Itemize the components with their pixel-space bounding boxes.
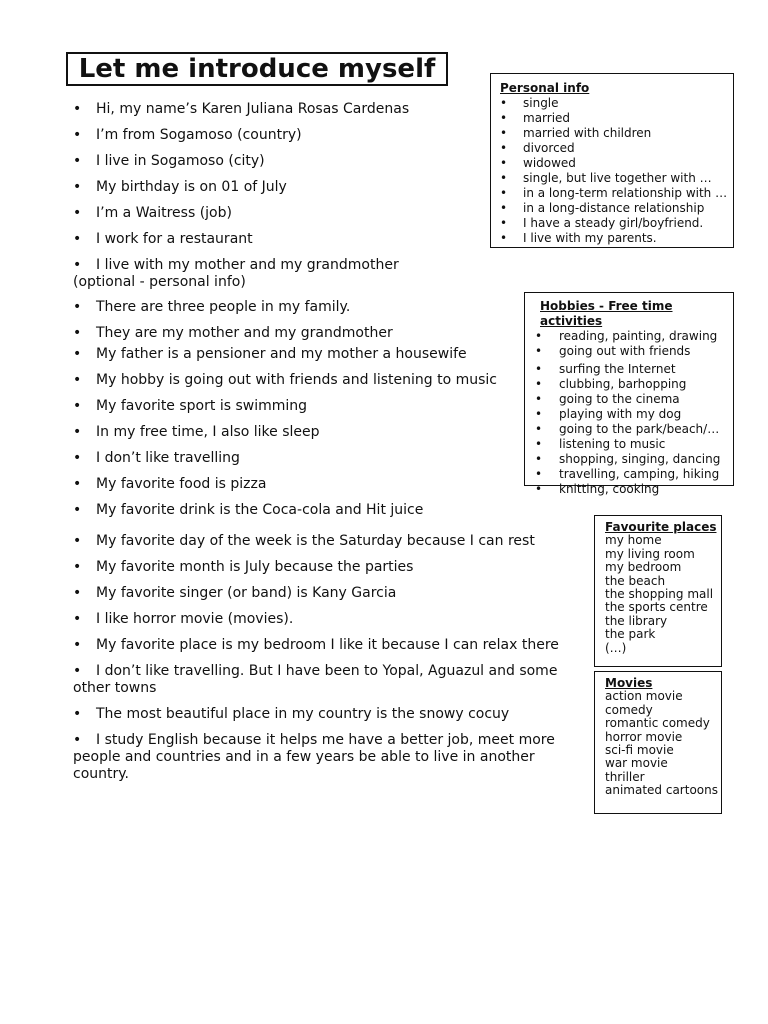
intro-item [73,585,573,602]
intro-item [73,533,573,550]
intro-item-text: My favorite sport is swimming [96,398,308,414]
personal-info-item [500,171,733,186]
movie-item-text: action movie [605,689,683,704]
intro-item-text: My hobby is going out with friends and listening to music [96,372,498,388]
bullet-icon: • [500,231,508,245]
place-item-text: the park [605,627,656,642]
place-item [605,548,721,561]
hobbies-box [524,292,734,496]
bullet-icon: • [73,585,82,601]
personal-info-item [500,186,733,201]
personal-info-item [500,216,733,231]
personal-info-item-text: I have a steady girl/boyfriend. [523,216,704,230]
hobby-item-text: knitting, cooking [559,482,660,496]
hobby-item [535,467,733,482]
place-item [605,628,721,641]
movie-item-text: romantic comedy [605,716,710,731]
hobby-item [535,362,733,377]
place-item [605,601,721,614]
bullet-icon: • [73,663,82,679]
movie-item [605,704,721,717]
bullet-icon: • [500,96,508,110]
place-item-text: the library [605,613,668,628]
intro-item [73,325,573,342]
movie-item [605,744,721,757]
intro-item-text: I live in Sogamoso (city) [96,153,265,169]
movie-item-text: comedy [605,702,653,717]
bullet-icon: • [535,407,543,421]
intro-item-text: The most beautiful place in my country is the snowy cocuy [96,706,510,722]
personal-info-item [500,126,733,141]
hobby-item [535,344,733,359]
place-item-text: the sports centre [605,600,708,615]
intro-item [73,732,573,783]
hobby-item-text: surfing the Internet [559,362,676,376]
bullet-icon: • [535,452,543,466]
bullet-icon: • [73,101,82,117]
bullet-icon: • [73,231,82,247]
bullet-icon: • [535,392,543,406]
movie-item [605,757,721,770]
bullet-icon: • [73,257,82,273]
movie-item-text: thriller [605,769,645,784]
intro-item [73,398,573,415]
intro-item-text: My favorite drink is the Coca-cola and Hit juice [96,502,424,518]
intro-item [73,346,573,363]
bullet-icon: • [535,482,543,496]
personal-info-item-text: married with children [523,126,652,140]
movies-box [594,671,722,814]
bullet-icon: • [500,186,508,200]
bullet-icon: • [500,201,508,215]
place-item-text: my bedroom [605,560,682,575]
intro-item-continuation: country. [73,766,129,782]
intro-item-text: I’m from Sogamoso (country) [96,127,302,143]
page-title: Let me introduce myself [66,52,448,86]
intro-item-continuation: other towns [73,680,157,696]
intro-item-text: I work for a restaurant [96,231,253,247]
movie-item-text: horror movie [605,729,683,744]
intro-item [73,502,573,519]
bullet-icon: • [500,156,508,170]
bullet-icon: • [73,325,82,341]
bullet-icon: • [535,422,543,436]
intro-item-text: My favorite day of the week is the Saturday because I can rest [96,533,535,549]
bullet-icon: • [73,372,82,388]
personal-info-item-text: married [523,111,571,125]
bullet-icon: • [73,559,82,575]
movie-item-text: war movie [605,756,668,771]
intro-item [73,637,573,654]
place-item-text: my living room [605,546,695,561]
favourite-places-box [594,515,722,667]
bullet-icon: • [500,171,508,185]
personal-info-item [500,201,733,216]
place-item-text: the shopping mall [605,587,714,602]
hobby-item-text: reading, painting, drawing [559,329,718,343]
bullet-icon: • [500,126,508,140]
intro-item-text: Hi, my name’s Karen Juliana Rosas Cardenas [96,101,410,117]
intro-item-text: I live with my mother and my grandmother [96,257,399,273]
hobby-item-text: shopping, singing, dancing [559,452,721,466]
intro-item [73,663,573,697]
bullet-icon: • [535,344,543,358]
bullet-icon: • [73,502,82,518]
movie-item-text: animated cartoons [605,783,718,798]
bullet-icon: • [73,179,82,195]
intro-item [73,424,573,441]
hobby-item [535,392,733,407]
intro-item-text: I’m a Waitress (job) [96,205,232,221]
intro-item [73,611,573,628]
personal-info-item [500,111,733,126]
bullet-icon: • [73,706,82,722]
personal-info-item [500,231,733,246]
hobby-item-text: going out with friends [559,344,691,358]
personal-info-item-text: in a long-distance relationship [523,201,705,215]
favourite-places-heading: Favourite places [605,520,717,534]
personal-info-box [490,73,734,248]
bullet-icon: • [73,732,82,748]
place-item-text: (…) [605,640,627,655]
bullet-icon: • [535,362,543,376]
personal-info-list [500,96,733,246]
intro-item-text: My birthday is on 01 of July [96,179,287,195]
intro-item-text: My favorite place is my bedroom I like it because I can relax there [96,637,559,653]
intro-item-text: I don’t like travelling [96,450,240,466]
place-item-text: the beach [605,573,666,588]
bullet-icon: • [500,111,508,125]
hobby-item-text: travelling, camping, hiking [559,467,720,481]
intro-item-text: My favorite singer (or band) is Kany Garcia [96,585,397,601]
intro-item [73,559,573,576]
intro-item-text: I don’t like travelling. But I have been to Yopal, Aguazul and some [96,663,558,679]
bullet-icon: • [535,437,543,451]
bullet-icon: • [500,141,508,155]
bullet-icon: • [535,377,543,391]
place-item [605,615,721,628]
place-item [605,642,721,655]
bullet-icon: • [535,467,543,481]
bullet-icon: • [73,205,82,221]
personal-info-item-text: I live with my parents. [523,231,657,245]
bullet-icon: • [73,299,82,315]
personal-info-item-text: in a long-term relationship with … [523,186,728,200]
hobby-item-text: going to the cinema [559,392,680,406]
bullet-icon: • [73,476,82,492]
hobby-item-text: going to the park/beach/… [559,422,720,436]
movie-item [605,771,721,784]
hobby-item-text: playing with my dog [559,407,682,421]
intro-item-text: My favorite food is pizza [96,476,267,492]
personal-info-item [500,141,733,156]
intro-item [73,450,573,467]
bullet-icon: • [73,127,82,143]
movies-list [605,690,721,797]
intro-item-text: They are my mother and my grandmother [96,325,393,341]
place-item [605,561,721,574]
intro-item [73,706,573,723]
personal-info-item-text: widowed [523,156,576,170]
intro-item-text: I like horror movie (movies). [96,611,294,627]
movie-item [605,717,721,730]
hobby-item [535,422,733,437]
bullet-icon: • [73,637,82,653]
hobby-item [535,482,733,497]
bullet-icon: • [73,533,82,549]
movie-item [605,731,721,744]
place-item [605,588,721,601]
personal-info-item-text: single, but live together with … [523,171,712,185]
intro-item-text: I study English because it helps me have a better job, meet more [96,732,555,748]
intro-item-text: My favorite month is July because the parties [96,559,414,575]
intro-item-continuation: (optional - personal info) [73,274,246,290]
movie-item [605,690,721,703]
intro-item-text: In my free time, I also like sleep [96,424,320,440]
hobby-item [535,329,733,344]
personal-info-item [500,156,733,171]
bullet-icon: • [73,424,82,440]
hobby-item-text: listening to music [559,437,666,451]
movie-item-text: sci-fi movie [605,743,674,758]
place-item [605,534,721,547]
bullet-icon: • [73,346,82,362]
bullet-icon: • [535,329,543,343]
hobby-item [535,437,733,452]
bullet-icon: • [73,450,82,466]
hobbies-heading: Hobbies - Free time activities [540,299,673,328]
movie-item [605,784,721,797]
bullet-icon: • [500,216,508,230]
hobbies-list [535,329,733,497]
intro-item-text: There are three people in my family. [96,299,351,315]
intro-item-text: My father is a pensioner and my mother a housewife [96,346,467,362]
personal-info-item-text: divorced [523,141,575,155]
place-item [605,575,721,588]
personal-info-item [500,96,733,111]
bullet-icon: • [73,153,82,169]
personal-info-item-text: single [523,96,559,110]
movies-heading: Movies [605,676,653,690]
personal-info-heading: Personal info [500,81,590,95]
intro-item [73,372,573,389]
intro-item [73,299,573,316]
favourite-places-list [605,534,721,655]
hobby-item [535,407,733,422]
hobby-item [535,377,733,392]
intro-item [73,476,573,493]
bullet-icon: • [73,611,82,627]
bullet-icon: • [73,398,82,414]
intro-item-continuation: people and countries and in a few years be able to live in another [73,749,535,765]
hobby-item-text: clubbing, barhopping [559,377,687,391]
intro-item [73,257,573,291]
place-item-text: my home [605,533,662,548]
hobby-item [535,452,733,467]
